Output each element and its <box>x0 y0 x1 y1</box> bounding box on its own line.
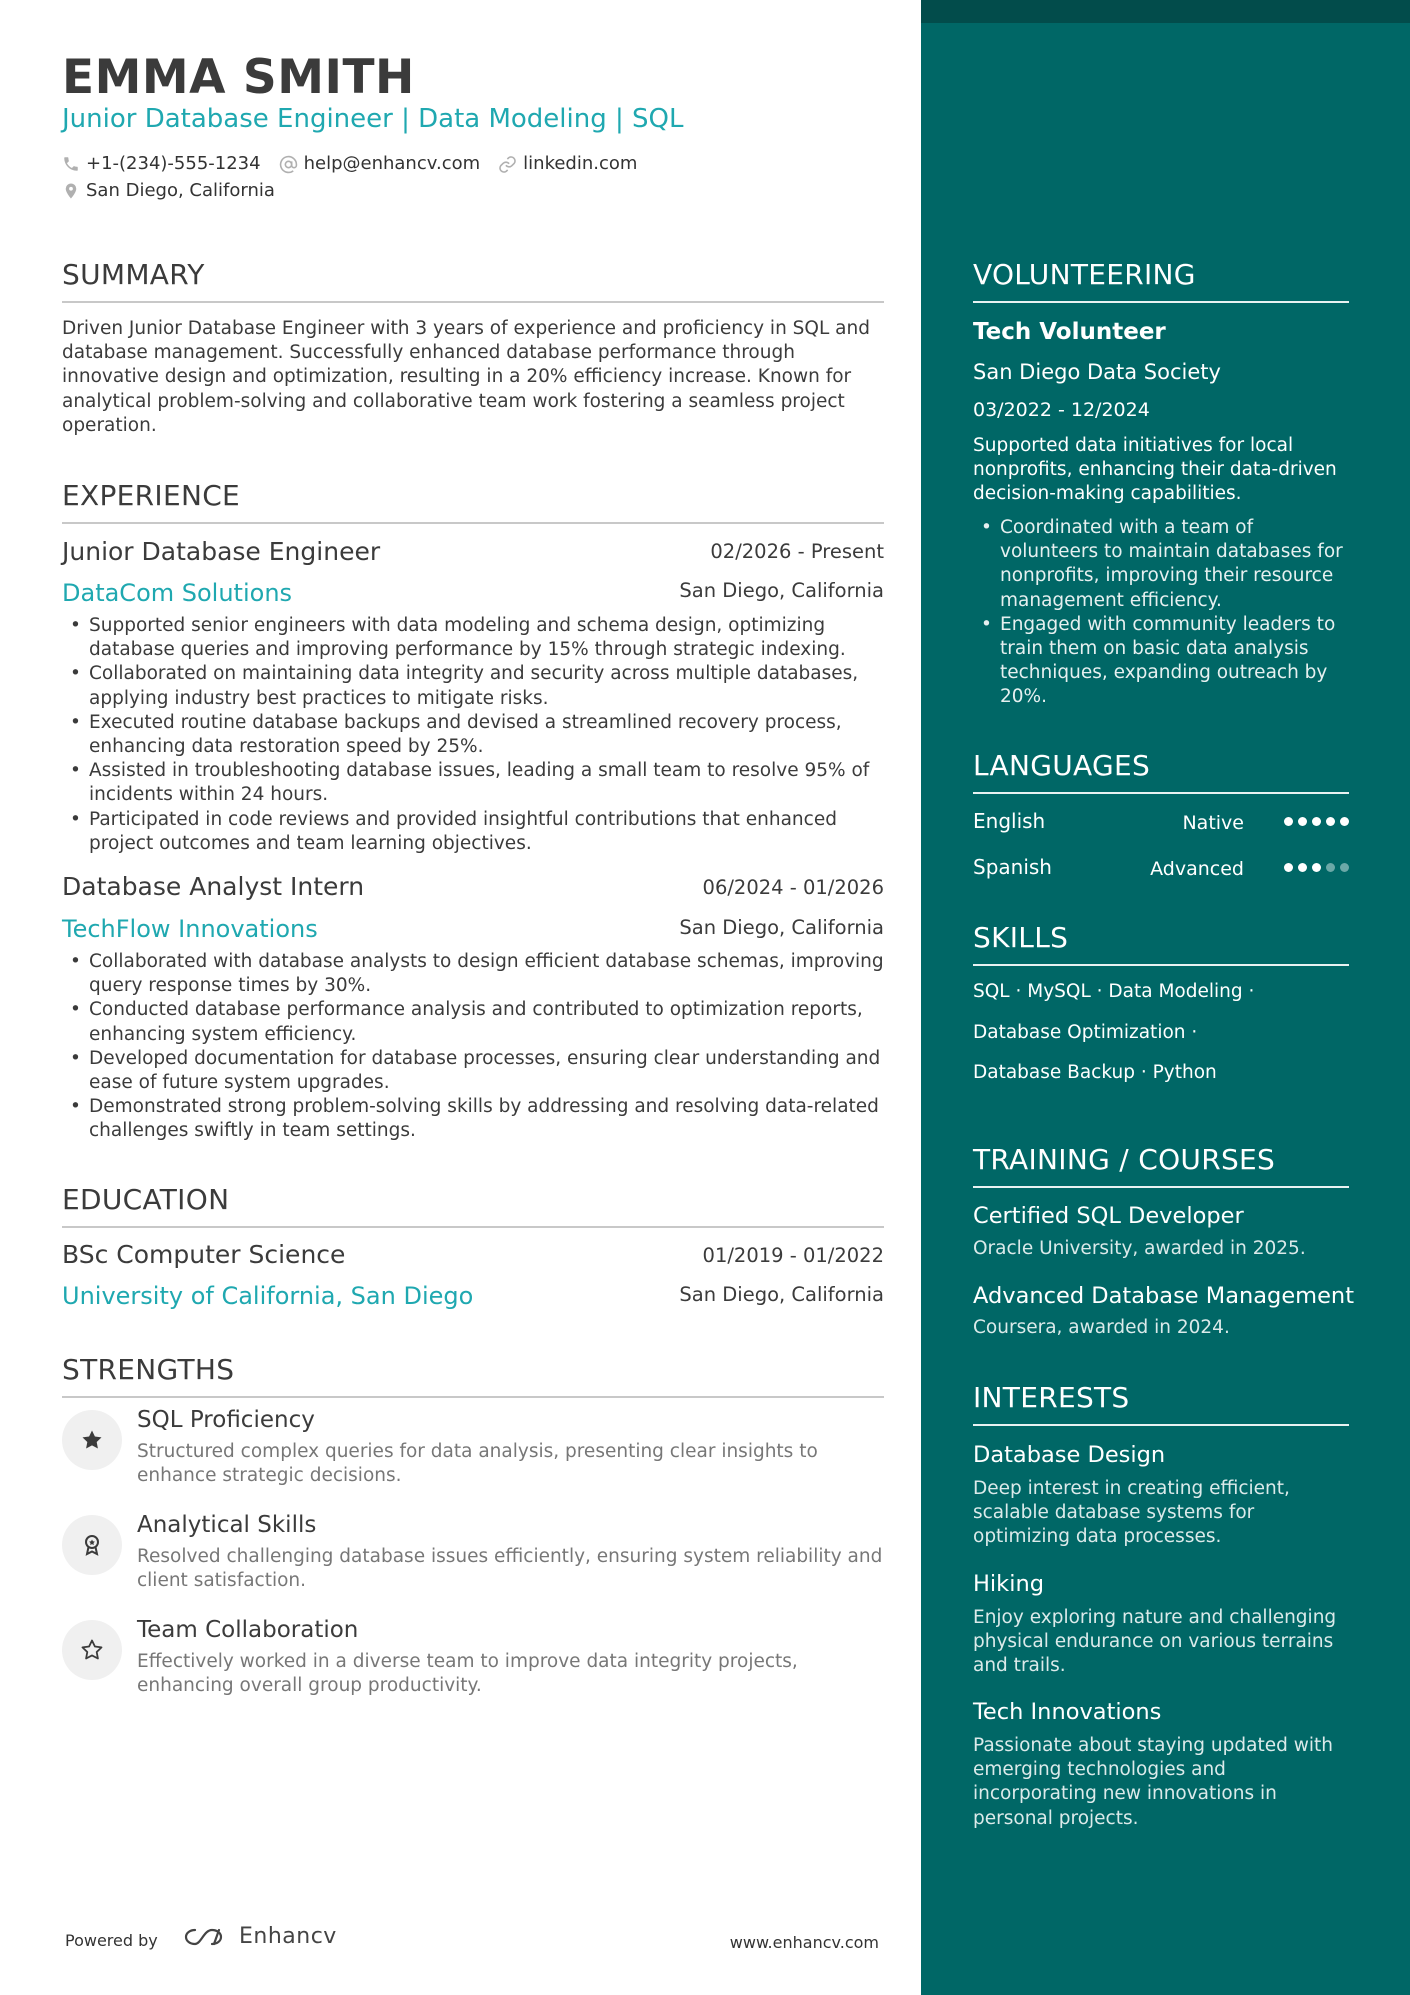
summary-heading: SUMMARY <box>62 257 884 303</box>
interest-desc: Passionate about staying updated with emerging technologies and incorporating new innovations in personal projects. <box>973 1735 1333 1829</box>
sidebar <box>921 0 1410 1995</box>
language-level: Advanced <box>1150 858 1244 880</box>
rating-dot <box>1298 863 1307 872</box>
rating-dot <box>1298 817 1307 826</box>
at-icon <box>279 155 298 174</box>
rating-dot <box>1312 817 1321 826</box>
volunteer-org: San Diego Data Society <box>973 360 1221 384</box>
link-icon <box>498 155 517 174</box>
skills-line: Database Backup · Python <box>973 1062 1217 1083</box>
candidate-name: EMMA SMITH <box>62 50 415 105</box>
rating-dot <box>1340 817 1349 826</box>
job-title: Junior Database Engineer <box>62 537 381 566</box>
languages-heading: LANGUAGES <box>973 748 1349 794</box>
contact-phone[interactable] <box>62 152 261 176</box>
footer-brand: Enhancv <box>239 1924 337 1949</box>
strength-desc: Effectively worked in a diverse team to improve data integrity projects, enhancing overall group productivity. <box>137 1651 798 1697</box>
list-item: • Executed routine database backups and devised a streamlined recovery process, enhancing data restoration speed by 25%. <box>62 711 884 759</box>
course-desc: Coursera, awarded in 2024. <box>973 1317 1230 1338</box>
interest-title: Hiking <box>973 1571 1044 1597</box>
language-row <box>973 807 1349 835</box>
summary-text: Driven Junior Database Engineer with 3 years of experience and proficiency in SQL and database management. Successfully enhanced database performance through innovative design and optimization, resulting in a 20% efficiency increase. Known for analytical problem-solving and collaborative team work fostering a seamless project operation. <box>62 318 870 436</box>
language-level: Native <box>1182 812 1244 834</box>
strength-title: Team Collaboration <box>137 1617 359 1643</box>
volunteering-heading: VOLUNTEERING <box>973 257 1349 303</box>
star-outline-icon <box>80 1638 104 1662</box>
course-title: Advanced Database Management <box>973 1283 1355 1309</box>
list-item: • Participated in code reviews and provided insightful contributions that enhanced project outcomes and team learning objectives. <box>62 808 884 856</box>
strength-desc: Structured complex queries for data analysis, presenting clear insights to enhance strategic decisions. <box>137 1441 818 1487</box>
contact-email[interactable] <box>279 152 481 176</box>
list-item: • Supported senior engineers with data modeling and schema design, optimizing database queries and improving performance by 15% through strategic indexing. <box>62 614 884 662</box>
course-desc: Oracle University, awarded in 2025. <box>973 1238 1306 1259</box>
email-text: help@enhancv.com <box>303 153 481 174</box>
list-item: • Assisted in troubleshooting database issues, leading a small team to resolve 95% of incidents within 24 hours. <box>62 759 884 807</box>
phone-text: +1-(234)-555-1234 <box>86 153 261 174</box>
skills-line: Database Optimization · <box>973 1022 1198 1043</box>
footer-url[interactable]: www.enhancv.com <box>729 1933 879 1952</box>
interest-desc: Enjoy exploring nature and challenging physical endurance on various terrains and trails. <box>973 1607 1337 1677</box>
job-company[interactable]: DataCom Solutions <box>62 579 293 607</box>
language-name: Spanish <box>973 855 1052 879</box>
list-item: • Developed documentation for database processes, ensuring clear understanding and ease of future system upgrades. <box>62 1047 884 1095</box>
job-title: Database Analyst Intern <box>62 872 365 901</box>
candidate-headline: Junior Database Engineer | Data Modeling | SQL <box>62 104 684 134</box>
language-name: English <box>973 809 1046 833</box>
training-heading: TRAINING / COURSES <box>973 1142 1349 1188</box>
linkedin-text: linkedin.com <box>523 153 638 174</box>
location-text: San Diego, California <box>86 180 275 201</box>
list-item: • Coordinated with a team of volunteers to maintain databases for nonprofits, improving their resource management efficiency. <box>973 516 1349 613</box>
rating-dot <box>1284 817 1293 826</box>
interest-title: Tech Innovations <box>973 1699 1162 1725</box>
strength-desc: Resolved challenging database issues efficiently, ensuring system reliability and client satisfaction. <box>137 1546 883 1592</box>
job-company[interactable]: TechFlow Innovations <box>62 915 318 943</box>
education-dates: 01/2019 - 01/2022 <box>702 1244 884 1267</box>
strength-item <box>62 1512 884 1615</box>
phone-icon <box>62 155 80 173</box>
strength-item <box>62 1617 884 1720</box>
list-item: • Collaborated with database analysts to design efficient database schemas, improving query response times by 30%. <box>62 950 884 998</box>
strengths-heading: STRENGTHS <box>62 1352 884 1398</box>
job-dates: 06/2024 - 01/2026 <box>702 876 884 899</box>
list-item: • Demonstrated strong problem-solving skills by addressing and resolving data-related challenges swiftly in team settings. <box>62 1095 884 1143</box>
interest-desc: Deep interest in creating efficient, scalable database systems for optimizing data processes. <box>973 1478 1290 1548</box>
job-dates: 02/2026 - Present <box>710 540 884 563</box>
rating-dot <box>1312 863 1321 872</box>
education-degree: BSc Computer Science <box>62 1240 346 1269</box>
education-heading: EDUCATION <box>62 1182 884 1228</box>
rating-dot <box>1340 863 1349 872</box>
rating-dot <box>1326 863 1335 872</box>
interests-heading: INTERESTS <box>973 1380 1349 1426</box>
volunteer-bullets <box>973 516 1349 710</box>
contact-linkedin[interactable] <box>498 152 637 176</box>
interest-title: Database Design <box>973 1442 1166 1468</box>
course-title: Certified SQL Developer <box>973 1203 1244 1229</box>
strength-title: Analytical Skills <box>137 1512 317 1538</box>
rating-dot <box>1284 863 1293 872</box>
education-school[interactable]: University of California, San Diego <box>62 1282 474 1310</box>
footer-logo[interactable] <box>183 1924 337 1949</box>
volunteer-dates: 03/2022 - 12/2024 <box>973 399 1150 421</box>
skills-heading: SKILLS <box>973 920 1349 966</box>
sidebar-top-band <box>921 0 1410 23</box>
list-item: • Collaborated on maintaining data integrity and security across multiple databases, applying industry best practices to mitigate risks. <box>62 662 884 710</box>
job-location: San Diego, California <box>679 579 884 602</box>
language-rating <box>1279 863 1349 872</box>
location-pin-icon <box>62 181 80 201</box>
list-item: • Engaged with community leaders to train them on basic data analysis techniques, expanding outreach by 20%. <box>973 613 1349 710</box>
main-column <box>62 0 884 1995</box>
strength-title: SQL Proficiency <box>137 1407 315 1433</box>
star-filled-icon <box>80 1428 104 1452</box>
contact-location <box>62 179 293 203</box>
language-row <box>973 853 1349 881</box>
strength-item <box>62 1407 884 1510</box>
language-rating <box>1279 817 1349 826</box>
award-icon <box>80 1533 104 1557</box>
skills-line: SQL · MySQL · Data Modeling · <box>973 981 1255 1002</box>
experience-heading: EXPERIENCE <box>62 478 884 524</box>
job-bullets <box>62 950 884 1144</box>
job-bullets <box>62 614 884 856</box>
job-location: San Diego, California <box>679 916 884 939</box>
rating-dot <box>1326 817 1335 826</box>
volunteer-role: Tech Volunteer <box>973 319 1166 345</box>
education-location: San Diego, California <box>679 1283 884 1306</box>
contact-row <box>62 152 655 176</box>
list-item: • Conducted database performance analysis and contributed to optimization reports, enhancing system efficiency. <box>62 998 884 1046</box>
footer-powered-by: Powered by <box>65 1931 158 1950</box>
volunteer-desc: Supported data initiatives for local nonprofits, enhancing their data-driven decision-making capabilities. <box>973 435 1337 505</box>
enhancv-logo-icon <box>183 1925 229 1949</box>
